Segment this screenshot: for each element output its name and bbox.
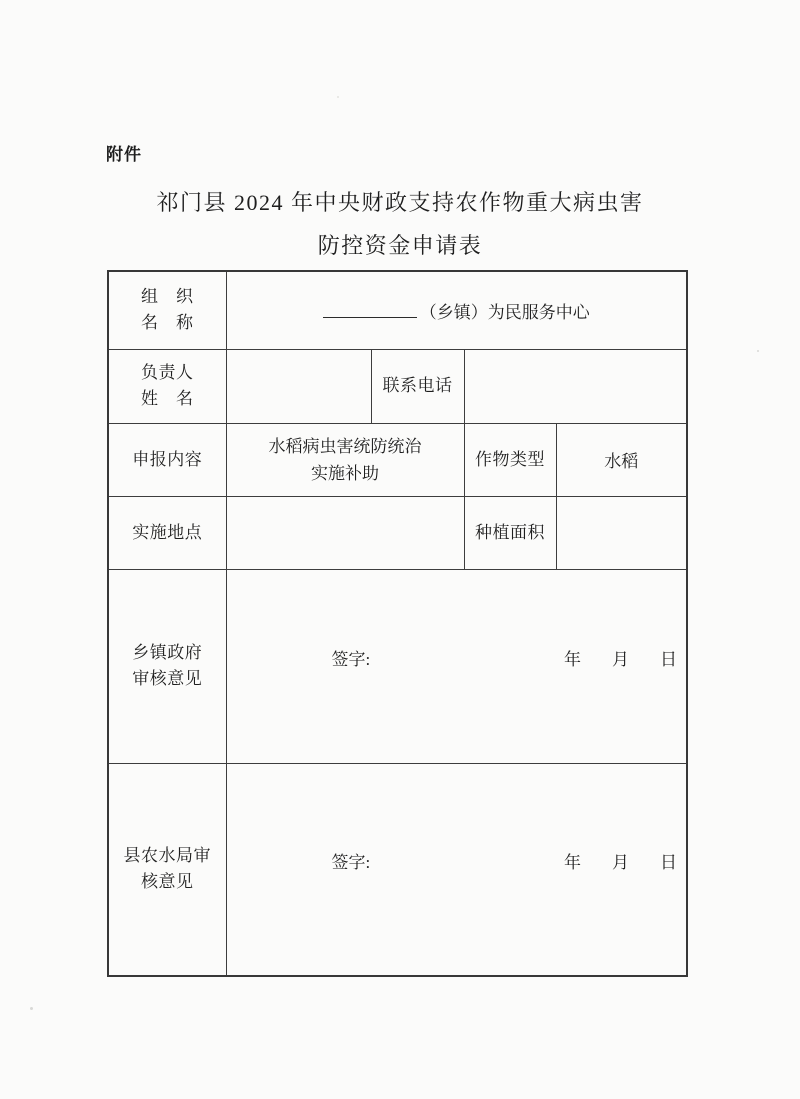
- township-signature-row: [227, 649, 687, 684]
- day-label: 日: [660, 649, 677, 669]
- year-label: 年: [564, 649, 581, 669]
- county-review-area: [226, 763, 687, 976]
- title-line-2: 防控资金申请表: [317, 233, 483, 258]
- application-content-label: 申报内容: [108, 423, 226, 496]
- scan-speck: [757, 350, 759, 352]
- application-content-value: 水稻病虫害统防统治 实施补助: [226, 423, 464, 496]
- title-line-1: 祁门县 2024 年中央财政支持农作物重大病虫害: [156, 190, 644, 215]
- phone-label: 联系电话: [371, 349, 464, 423]
- application-form-table: [107, 270, 688, 977]
- area-value-cell: [556, 496, 687, 569]
- county-signature-row: [227, 852, 687, 887]
- row-township-review: [108, 569, 687, 763]
- area-label: 种植面积: [464, 496, 556, 569]
- org-name-label: 组 织 名 称: [108, 271, 226, 349]
- row-location: [108, 496, 687, 569]
- row-contact: [108, 349, 687, 423]
- month-label: 月: [612, 852, 629, 872]
- person-name-label: 负责人 姓 名: [108, 349, 226, 423]
- org-name-value-cell: [226, 271, 687, 349]
- day-label: 日: [660, 852, 677, 872]
- phone-value-cell: [464, 349, 687, 423]
- person-name-value-cell: [226, 349, 371, 423]
- location-value-cell: [226, 496, 464, 569]
- crop-type-label: 作物类型: [464, 423, 556, 496]
- township-review-label: 乡镇政府 审核意见: [108, 569, 226, 763]
- document-title: [0, 181, 800, 267]
- row-organization-name: [108, 271, 687, 349]
- signature-label: 签字:: [331, 852, 371, 872]
- county-review-label: 县农水局审 核意见: [108, 763, 226, 976]
- crop-type-value: 水稻: [556, 423, 687, 496]
- date-fields: [564, 649, 677, 671]
- attachment-label: 附件: [106, 145, 142, 164]
- fill-in-blank-line: [323, 299, 417, 318]
- township-review-area: [226, 569, 687, 763]
- month-label: 月: [612, 649, 629, 669]
- date-fields: [564, 852, 677, 874]
- year-label: 年: [564, 852, 581, 872]
- signature-label: 签字:: [331, 649, 371, 669]
- row-county-review: [108, 763, 687, 976]
- location-label: 实施地点: [108, 496, 226, 569]
- org-name-value-text: （乡镇）为民服务中心: [419, 302, 590, 322]
- row-application-content: [108, 423, 687, 496]
- scan-speck: [30, 1007, 33, 1010]
- scan-speck: [337, 96, 339, 98]
